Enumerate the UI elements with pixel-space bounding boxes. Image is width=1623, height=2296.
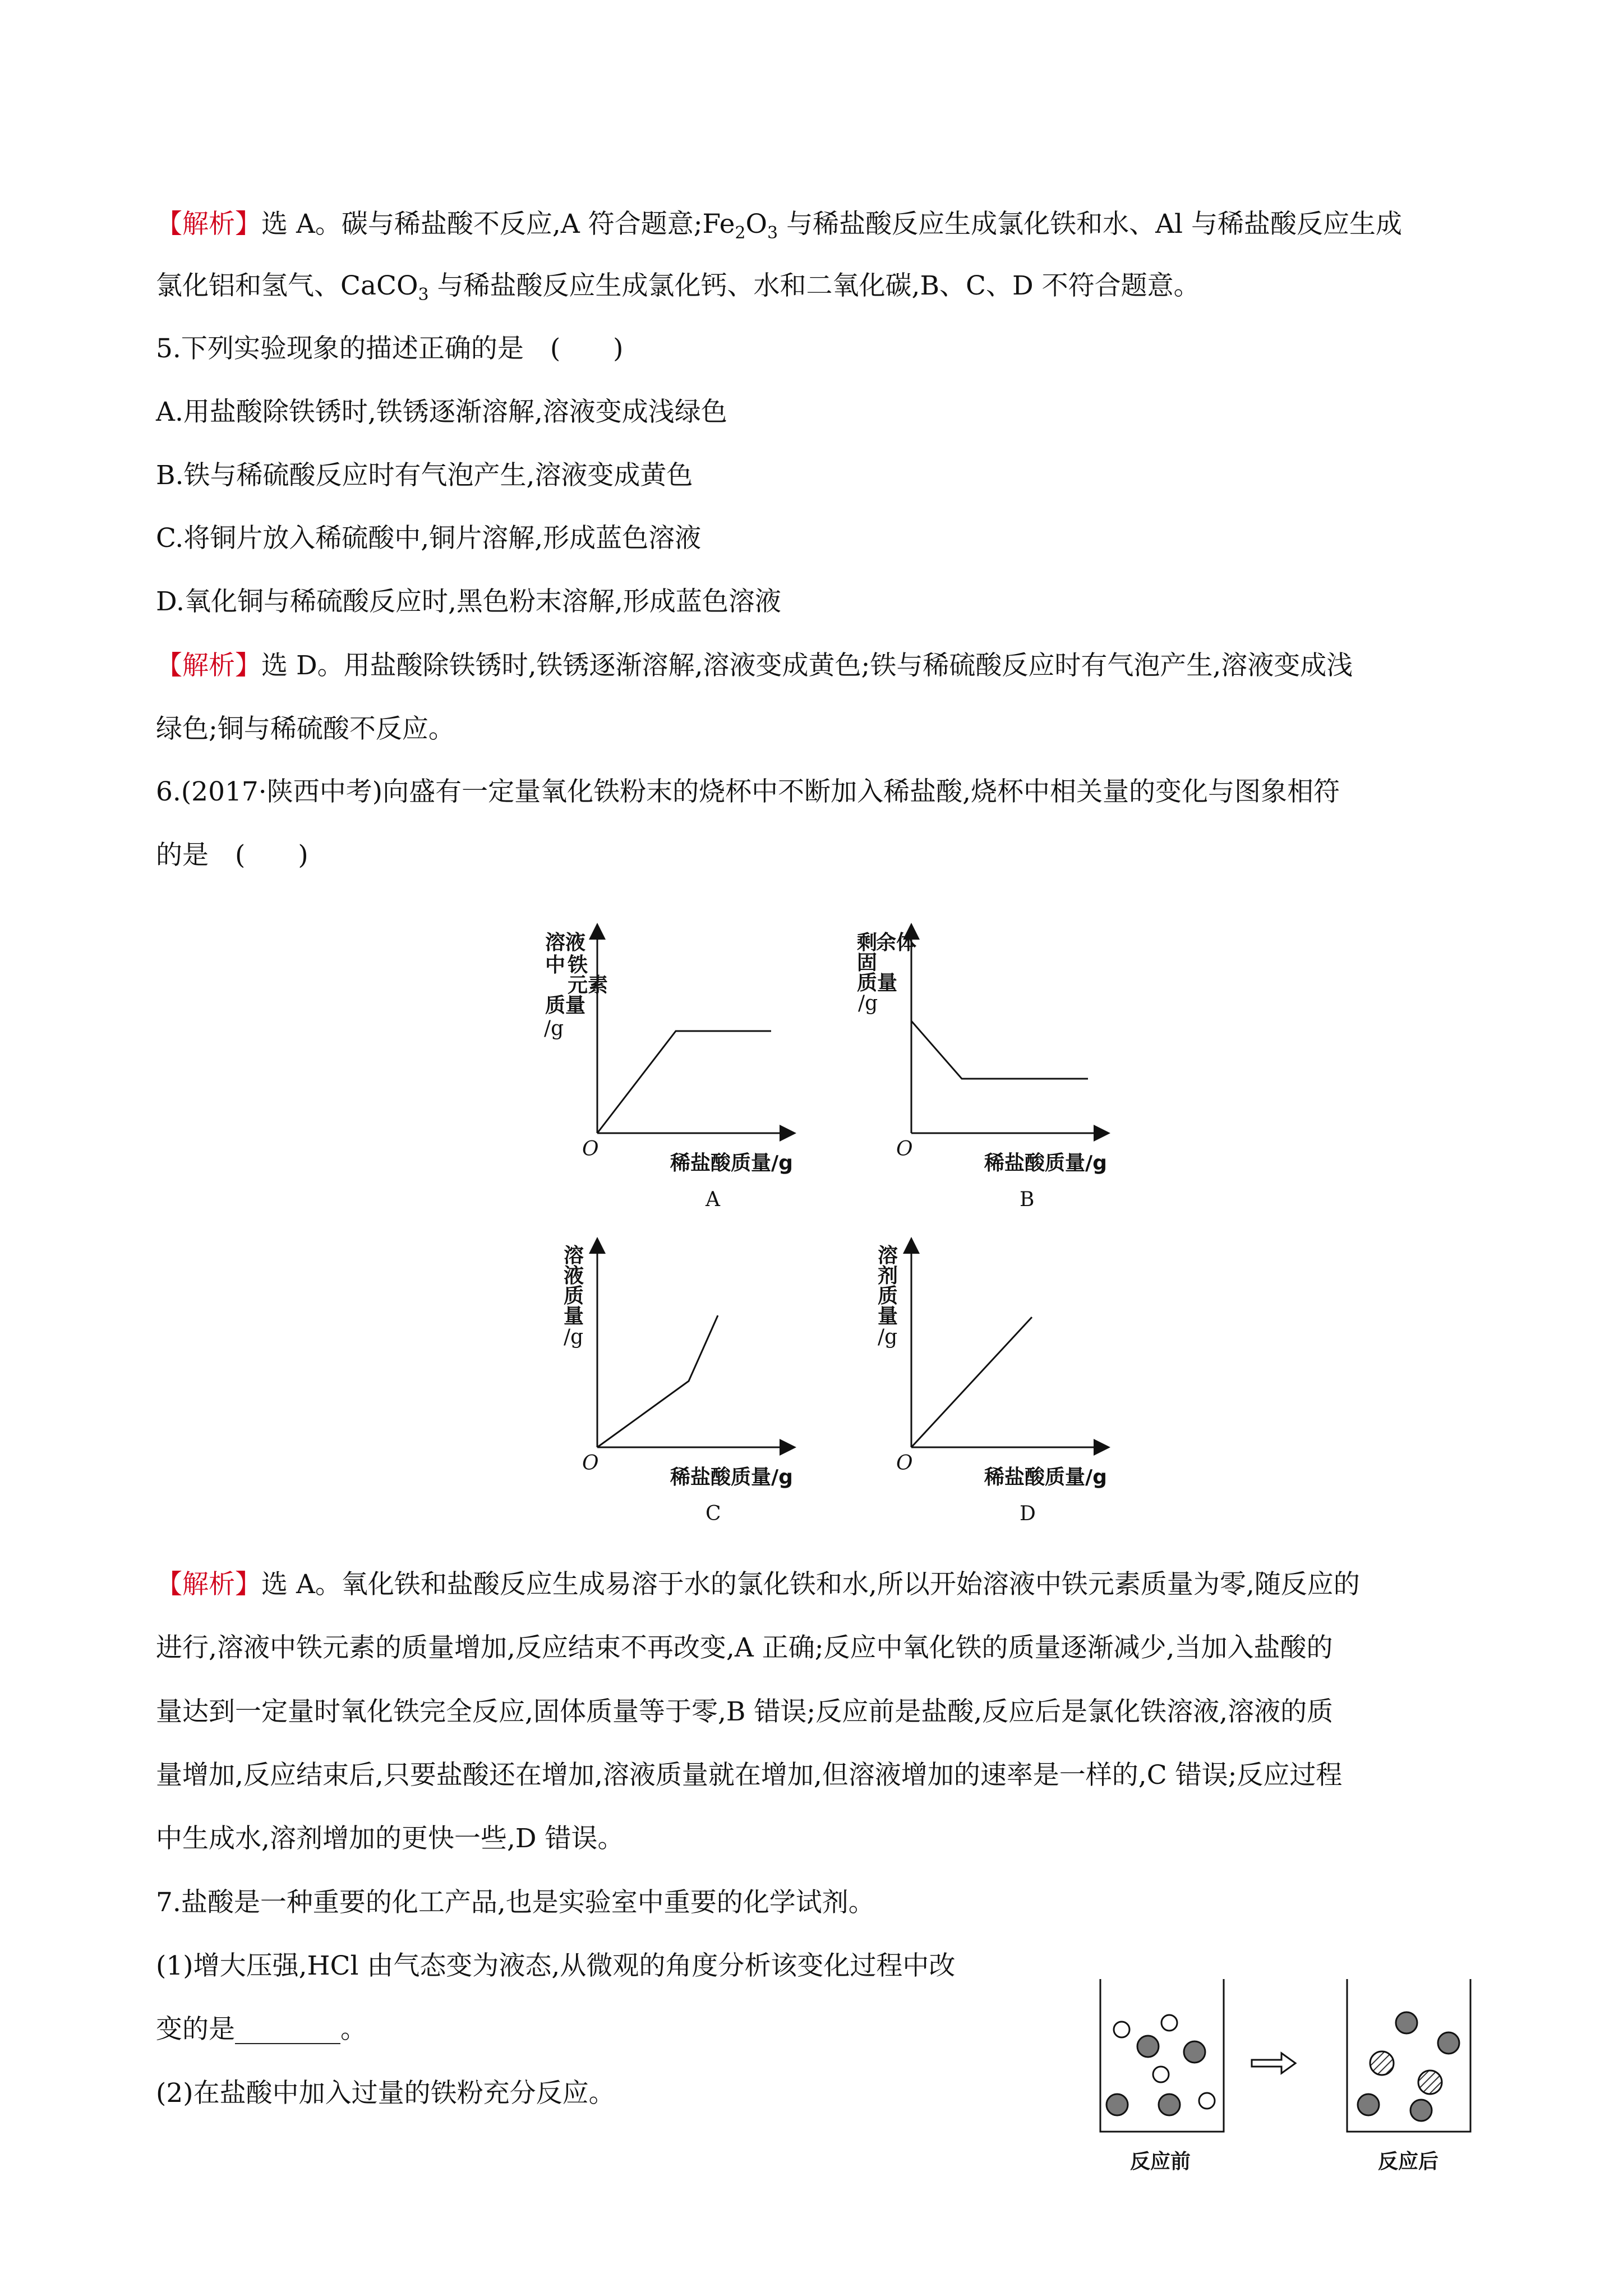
q6-analysis-line-2: 进行,溶液中铁元素的质量增加,反应结束不再改变,A 正确;反应中氧化铁的质量逐渐减少,当加入盐酸的 <box>156 1632 1333 1663</box>
particle <box>1184 2041 1205 2063</box>
ylabel-unit: /g <box>564 1326 584 1349</box>
particle <box>1410 2100 1432 2121</box>
chart-b <box>852 920 1150 1217</box>
q6-analysis-line-5: 中生成水,溶剂增加的更快一些,D 错误。 <box>156 1823 624 1854</box>
particle <box>1418 2070 1442 2094</box>
after-label: 反应后 <box>1378 2150 1439 2173</box>
ylabel-line: 元素 <box>568 974 608 997</box>
particle <box>1114 2022 1129 2037</box>
particle <box>1159 2094 1180 2115</box>
ylabel-unit: /g <box>878 1326 898 1349</box>
q7-stem: 7.盐酸是一种重要的化工产品,也是实验室中重要的化学试剂。 <box>156 1887 875 1918</box>
q5-analysis-line-1: 【解析】选 D。用盐酸除铁锈时,铁锈逐渐溶解,溶液变成黄色;铁与稀硫酸反应时有气泡产生,溶液变成浅 <box>156 650 1353 681</box>
chart-caption: A <box>706 1188 720 1211</box>
x-axis-label: 稀盐酸质量/g <box>984 1152 1107 1175</box>
ylabel-line: 剩 <box>857 931 878 954</box>
series-line <box>911 1021 1088 1079</box>
chart-a <box>538 920 836 1217</box>
series-line <box>911 1317 1032 1447</box>
q6-analysis-line-4: 量增加,反应结束后,只要盐酸还在增加,溶液质量就在增加,但溶液增加的速率是一样的,C 错误;反应过程 <box>156 1760 1343 1791</box>
ylabel-line: 量 <box>564 1305 584 1328</box>
q5-option-a: A.用盐酸除铁锈时,铁锈逐渐溶解,溶液变成浅绿色 <box>156 397 727 427</box>
series-line <box>597 1031 771 1133</box>
particle <box>1106 2094 1128 2115</box>
q6-analysis-line-1: 【解析】选 A。氧化铁和盐酸反应生成易溶于水的氯化铁和水,所以开始溶液中铁元素质量为零,随反应的 <box>156 1569 1360 1600</box>
q7-part2: (2)在盐酸中加入过量的铁粉充分反应。 <box>156 2078 615 2109</box>
q5-analysis-line-2: 绿色;铜与稀硫酸不反应。 <box>156 714 455 744</box>
ylabel-line: 质 <box>878 1285 898 1308</box>
reaction-arrow-icon <box>1252 2053 1295 2073</box>
particle <box>1396 2012 1417 2033</box>
q4-analysis-line-1: 【解析】选 A。碳与稀盐酸不反应,A 符合题意$;Fe_2O_3$ 与稀盐酸反应生成氯化铁和水、Al 与稀盐酸反应生成 <box>156 209 1402 243</box>
chart-caption: B <box>1020 1188 1035 1211</box>
q5-option-c: C.将铜片放入稀硫酸中,铜片溶解,形成蓝色溶液 <box>156 523 702 554</box>
ylabel-line: 溶液 <box>545 931 586 954</box>
particle <box>1137 2036 1159 2057</box>
ylabel-line: 固 <box>857 951 878 974</box>
before-label: 反应前 <box>1130 2150 1191 2173</box>
q7-part1-line-1: (1)增大压强,HCl 由气态变为液态,从微观的角度分析该变化过程中改 <box>156 1950 956 1981</box>
ylabel-unit: /g <box>544 1017 564 1040</box>
chart-d <box>852 1234 1150 1531</box>
particle <box>1438 2032 1459 2054</box>
q6-stem-line-1: 6.(2017·陕西中考)向盛有一定量氧化铁粉末的烧杯中不断加入稀盐酸,烧杯中相关量的变化与图象相符 <box>156 776 1340 807</box>
ylabel-line: 质 <box>564 1285 584 1308</box>
x-axis-label: 稀盐酸质量/g <box>670 1466 793 1489</box>
particle <box>1358 2094 1379 2115</box>
q5-option-d: D.氧化铜与稀硫酸反应时,黑色粉末溶解,形成蓝色溶液 <box>156 586 781 617</box>
particle <box>1199 2093 1215 2109</box>
particle <box>1370 2051 1394 2075</box>
origin-label: O <box>582 1138 599 1161</box>
chart-caption: D <box>1020 1502 1036 1525</box>
chart-c <box>538 1234 836 1531</box>
ylabel-line: 溶 <box>564 1244 584 1267</box>
analysis-tag: 【解析】 <box>156 650 261 681</box>
ylabel-line: 剂 <box>878 1264 898 1287</box>
ylabel-unit: /g <box>858 992 878 1015</box>
origin-label: O <box>896 1138 913 1161</box>
series-line <box>597 1315 718 1447</box>
q4-analysis-line-2: 氯化铝和氢气、CaCO$_3$ 与稀盐酸反应生成氯化钙、水和二氧化碳,B、C、D 不符合题意。 <box>156 270 1200 305</box>
origin-label: O <box>582 1452 599 1475</box>
chart-caption: C <box>706 1502 721 1525</box>
particle-diagram <box>1088 1975 1503 2177</box>
ylabel-line: 量 <box>878 1305 898 1328</box>
origin-label: O <box>896 1452 913 1475</box>
analysis-tag: 【解析】 <box>156 1569 261 1600</box>
ylabel-line: 余体 <box>876 931 917 954</box>
q5-stem: 5.下列实验现象的描述正确的是 ( ) <box>156 333 624 364</box>
q6-analysis-line-3: 量达到一定量时氧化铁完全反应,固体质量等于零,B 错误;反应前是盐酸,反应后是氯化铁溶液,溶液的质 <box>156 1696 1334 1727</box>
ylabel-line: 液 <box>564 1264 584 1287</box>
q5-option-b: B.铁与稀硫酸反应时有气泡产生,溶液变成黄色 <box>156 460 693 491</box>
particle <box>1153 2067 1169 2082</box>
x-axis-label: 稀盐酸质量/g <box>984 1466 1107 1489</box>
x-axis-label: 稀盐酸质量/g <box>670 1152 793 1175</box>
ylabel-line: 中 <box>545 954 566 977</box>
q6-stem-line-2: 的是 ( ) <box>156 840 308 871</box>
particle <box>1161 2015 1177 2031</box>
ylabel-line: 质量 <box>545 994 586 1017</box>
ylabel-line: 溶 <box>878 1244 898 1267</box>
ylabel-line: 质量 <box>857 972 898 995</box>
ylabel-line: 铁 <box>568 954 588 977</box>
q7-part1-line-2: 变的是________。 <box>156 2014 367 2045</box>
analysis-tag: 【解析】 <box>156 209 261 240</box>
